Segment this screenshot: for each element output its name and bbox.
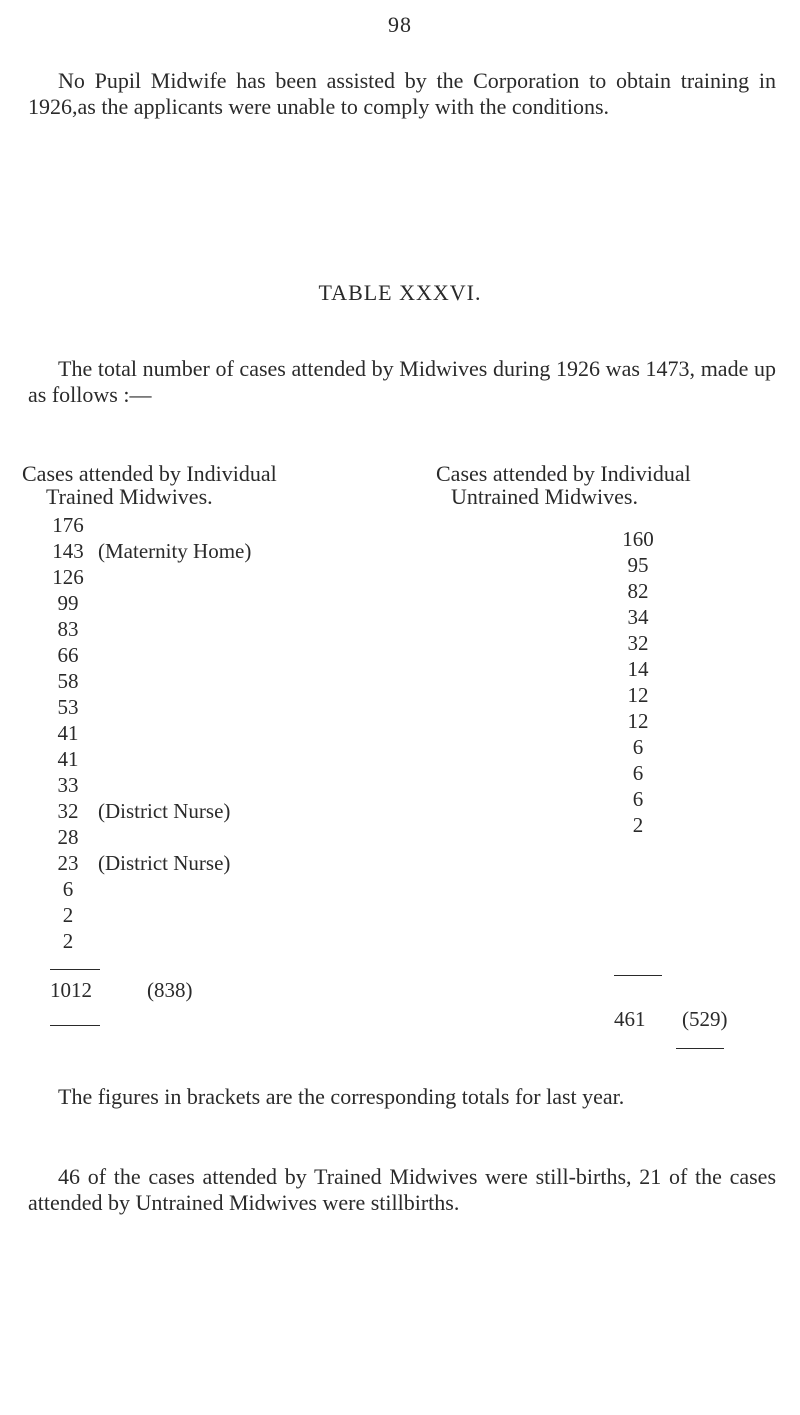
case-count: 23 (57, 851, 79, 875)
trained-row (50, 617, 98, 641)
case-count: 53 (57, 695, 79, 719)
row-note: (Maternity Home) (98, 539, 252, 563)
trained-row (50, 695, 98, 719)
case-count: 6 (62, 877, 74, 901)
trained-row (50, 929, 98, 953)
trained-last-year-total: (838) (147, 978, 193, 1002)
untrained-row: 34 (627, 605, 649, 629)
trained-row (50, 799, 230, 823)
case-count: 176 (52, 513, 84, 537)
trained-row (50, 851, 230, 875)
untrained-total: 461 (614, 1007, 646, 1031)
case-count: 28 (57, 825, 79, 849)
left-total-rule-bottom (50, 1025, 100, 1026)
untrained-row: 6 (632, 787, 644, 811)
untrained-row: 160 (622, 527, 654, 551)
case-count: 41 (57, 721, 79, 745)
row-note: (District Nurse) (98, 799, 231, 823)
trained-row (50, 721, 98, 745)
page-number: 98 (388, 12, 412, 37)
untrained-row: 12 (627, 709, 649, 733)
left-column-heading-line1: Cases attended by Individual (22, 461, 277, 486)
case-count: 126 (52, 565, 84, 589)
right-total-rule-top (614, 975, 662, 976)
case-count: 2 (62, 903, 74, 927)
untrained-row: 12 (627, 683, 649, 707)
trained-row (50, 669, 98, 693)
untrained-row: 95 (627, 553, 649, 577)
left-total-rule-top (50, 969, 100, 970)
right-column-heading-line1: Cases attended by Individual (436, 461, 691, 486)
intro-paragraph-text: No Pupil Midwife has been assisted by the Corporation to obtain training in 1926,as the applicants were unable to comply with the conditions. (28, 68, 776, 119)
case-count: 58 (57, 669, 79, 693)
trained-row (50, 747, 98, 771)
case-count: 32 (57, 799, 79, 823)
footnote-stillbirths (28, 1164, 776, 1216)
trained-total: 1012 (50, 978, 92, 1002)
untrained-row: 32 (627, 631, 649, 655)
trained-row (50, 565, 98, 589)
footnote-brackets-text: The figures in brackets are the corresponding totals for last year. (58, 1084, 625, 1109)
table-caption-text: The total number of cases attended by Midwives during 1926 was 1473, made up as follows :— (28, 356, 776, 407)
footnote-brackets (28, 1084, 776, 1110)
trained-row (50, 591, 98, 615)
case-count: 2 (62, 929, 74, 953)
case-count: 143 (52, 539, 84, 563)
untrained-row: 2 (632, 813, 644, 837)
trained-row (50, 877, 98, 901)
table-caption (28, 356, 776, 408)
case-count: 33 (57, 773, 79, 797)
case-count: 99 (57, 591, 79, 615)
right-total-rule-bottom (676, 1048, 724, 1049)
trained-row (50, 825, 98, 849)
intro-paragraph (28, 68, 776, 120)
trained-row (50, 773, 98, 797)
row-note: (District Nurse) (98, 851, 231, 875)
untrained-row: 6 (632, 735, 644, 759)
left-column-heading-line2: Trained Midwives. (46, 484, 213, 509)
trained-row (50, 513, 98, 537)
table-title: TABLE XXXVI. (318, 280, 482, 305)
case-count: 41 (57, 747, 79, 771)
case-count: 83 (57, 617, 79, 641)
untrained-row: 82 (627, 579, 649, 603)
untrained-row: 14 (627, 657, 649, 681)
footnote-stillbirths-text: 46 of the cases attended by Trained Midwives were still-births, 21 of the cases attended by Untrained Midwives were stillbirths. (28, 1164, 776, 1215)
case-count: 66 (57, 643, 79, 667)
right-column-heading-line2: Untrained Midwives. (451, 484, 638, 509)
trained-row (50, 903, 98, 927)
untrained-row: 6 (632, 761, 644, 785)
untrained-last-year-total: (529) (682, 1007, 728, 1031)
trained-row (50, 539, 251, 563)
trained-row (50, 643, 98, 667)
